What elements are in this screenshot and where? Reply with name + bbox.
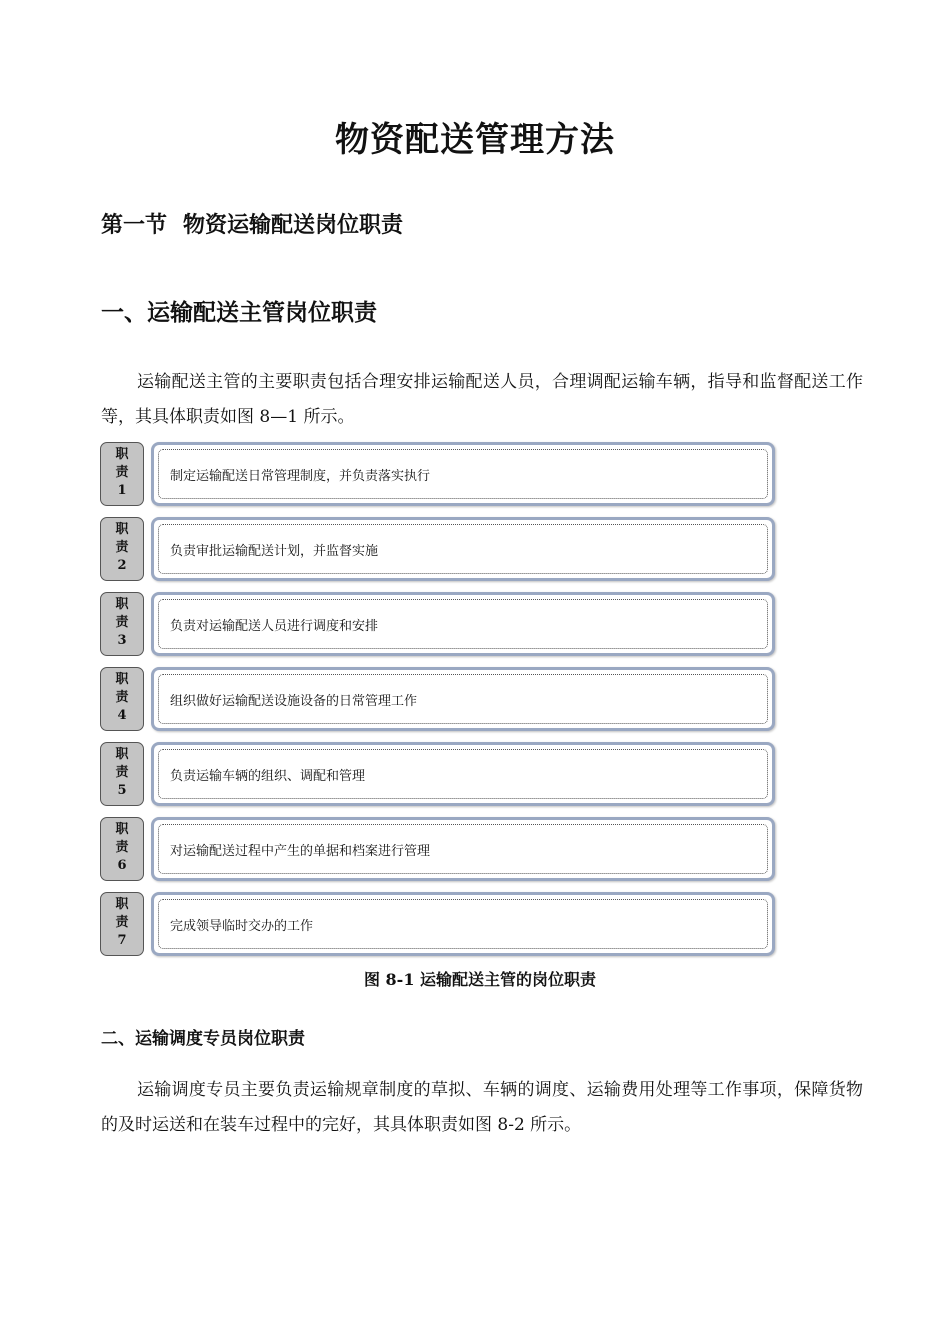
- duty-box: [151, 517, 775, 581]
- duty-box: [151, 667, 775, 731]
- duty-tag-char: 责: [115, 615, 129, 630]
- duty-tag-number: 4: [117, 708, 127, 723]
- duty-tag-char: 职: [115, 897, 129, 912]
- duty-box: [151, 742, 775, 806]
- duty-tag-char: 责: [115, 690, 129, 705]
- duty-tag-char: 职: [115, 447, 129, 462]
- duty-box: [151, 817, 775, 881]
- duty-tag: [100, 667, 144, 731]
- duty-tag-char: 职: [115, 672, 129, 687]
- section-title: 物资运输配送岗位职责: [183, 212, 404, 238]
- duty-tag-char: 责: [115, 915, 129, 930]
- duty-tag-number: 7: [117, 933, 127, 948]
- duty-box: [151, 442, 775, 506]
- duty-text: 完成领导临时交办的工作: [158, 899, 768, 949]
- duty-tag: [100, 592, 144, 656]
- duty-text: 负责运输车辆的组织、调配和管理: [158, 749, 768, 799]
- duty-item-6: [100, 817, 776, 883]
- heading-supervisor-duties: 一、运输配送主管岗位职责: [101, 299, 377, 326]
- duty-tag-char: 责: [115, 540, 129, 555]
- duty-tag-char: 责: [115, 465, 129, 480]
- duty-text: 组织做好运输配送设施设备的日常管理工作: [158, 674, 768, 724]
- duty-tag: [100, 817, 144, 881]
- duty-tag: [100, 742, 144, 806]
- paragraph-supervisor: 运输配送主管的主要职责包括合理安排运输配送人员，合理调配运输车辆，指导和监督配送工作等，其具体职责如图 8—1 所示。: [101, 372, 863, 427]
- section-heading: [101, 208, 403, 239]
- duty-tag-number: 6: [117, 858, 127, 873]
- duty-tag-number: 3: [117, 633, 127, 648]
- paragraph-dispatcher: 运输调度专员主要负责运输规章制度的草拟、车辆的调度、运输费用处理等工作事项，保障货物的及时运送和在装车过程中的完好，其具体职责如图 8-2 所示。: [101, 1080, 863, 1135]
- duty-diagram: [100, 442, 776, 967]
- duty-item-5: [100, 742, 776, 808]
- duty-tag-char: 责: [115, 765, 129, 780]
- duty-tag-char: 职: [115, 522, 129, 537]
- duty-item-2: [100, 517, 776, 583]
- section-label: 第一节: [101, 212, 168, 238]
- duty-item-4: [100, 667, 776, 733]
- duty-tag-char: 职: [115, 822, 129, 837]
- duty-text: 负责对运输配送人员进行调度和安排: [158, 599, 768, 649]
- duty-item-3: [100, 592, 776, 658]
- duty-box: [151, 892, 775, 956]
- duty-tag: [100, 892, 144, 956]
- duty-item-7: [100, 892, 776, 958]
- heading-dispatcher-duties: 二、运输调度专员岗位职责: [101, 1029, 305, 1049]
- duty-tag: [100, 517, 144, 581]
- duty-tag-number: 2: [117, 558, 127, 573]
- figure-caption: 图 8-1 运输配送主管的岗位职责: [363, 970, 597, 989]
- duty-tag-number: 1: [117, 483, 127, 498]
- duty-tag-number: 5: [117, 783, 127, 798]
- duty-item-1: [100, 442, 776, 508]
- duty-tag-char: 职: [115, 597, 129, 612]
- duty-text: 负责审批运输配送计划，并监督实施: [158, 524, 768, 574]
- document-title: 物资配送管理方法: [335, 120, 615, 160]
- duty-tag: [100, 442, 144, 506]
- duty-text: 制定运输配送日常管理制度，并负责落实执行: [158, 449, 768, 499]
- duty-tag-char: 责: [115, 840, 129, 855]
- duty-box: [151, 592, 775, 656]
- duty-text: 对运输配送过程中产生的单据和档案进行管理: [158, 824, 768, 874]
- duty-tag-char: 职: [115, 747, 129, 762]
